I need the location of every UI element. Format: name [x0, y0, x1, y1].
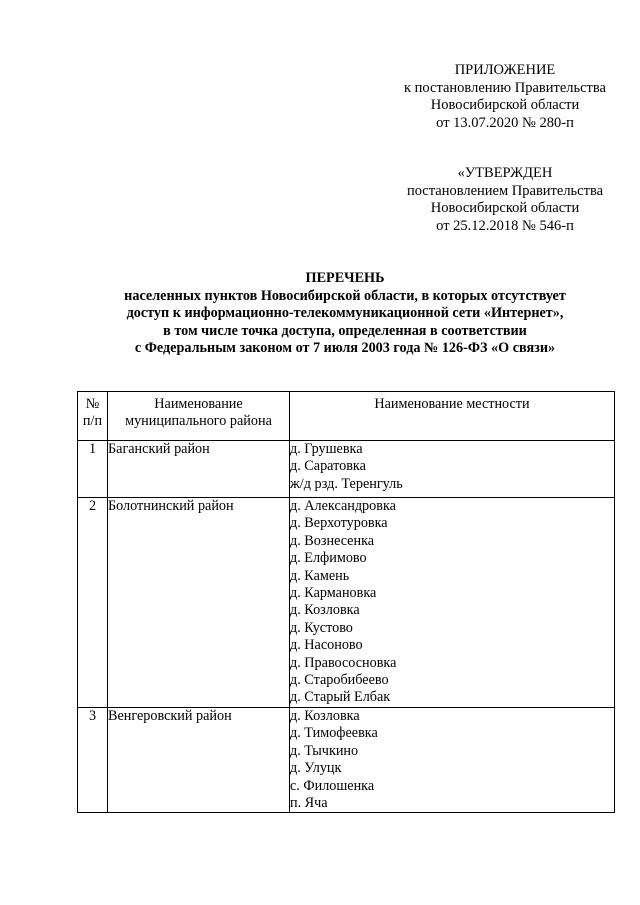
locality-item: д. Тычкино — [290, 742, 359, 759]
locality-item: д. Александровка — [290, 498, 396, 514]
document-title-line: населенных пунктов Новосибирской области, в которых отсутствует — [124, 287, 566, 304]
locality-item: д. Козловка — [290, 602, 360, 619]
header-num-line: п/п — [82, 413, 103, 430]
row-number: 3 — [78, 707, 108, 812]
row-number: 1 — [78, 441, 108, 498]
document-title — [60, 270, 630, 358]
header-locality: Наименование местности — [290, 392, 615, 441]
header-num — [78, 392, 108, 441]
locality-item: д. Кустово — [290, 619, 353, 636]
locality-item: д. Насоново — [290, 637, 363, 654]
approval-stamp-line: Новосибирской области — [430, 200, 580, 217]
locality-item: д. Тимофеевка — [290, 725, 378, 742]
locality-item: д. Саратовка — [290, 458, 366, 475]
locality-item: д. Старобибеево — [290, 672, 389, 689]
header-district — [108, 392, 290, 441]
locality-item: ж/д рзд. Теренгуль — [290, 475, 403, 492]
table-header-row — [78, 392, 615, 441]
locality-list — [290, 441, 615, 498]
locality-list — [290, 498, 615, 708]
approval-stamp-line: постановлением Правительства — [406, 182, 604, 199]
header-district-line: муниципального района — [125, 413, 272, 430]
table-row — [78, 707, 615, 812]
appendix-stamp-line: к постановлению Правительства — [404, 79, 606, 96]
table-row — [78, 441, 615, 498]
header-district-line: Наименование — [154, 396, 243, 412]
locality-item: д. Улуцк — [290, 760, 342, 777]
locality-item: д. Вознесенка — [290, 532, 375, 549]
row-number: 2 — [78, 498, 108, 708]
district-name: Баганский район — [108, 441, 290, 498]
locality-item: п. Яча — [290, 794, 328, 811]
localities-table — [77, 391, 615, 813]
locality-item: д. Козловка — [290, 707, 360, 724]
locality-list — [290, 707, 615, 812]
document-title-line: ПЕРЕЧЕНЬ — [305, 270, 385, 286]
appendix-stamp-line: ПРИЛОЖЕНИЕ — [454, 62, 556, 78]
approval-stamp-line: «УТВЕРЖДЕН — [457, 165, 553, 181]
appendix-stamp-line: от 13.07.2020 № 280-п — [436, 114, 574, 131]
appendix-stamp — [380, 62, 630, 132]
approval-stamp — [380, 165, 630, 235]
locality-item: д. Кармановка — [290, 585, 377, 602]
locality-item: д. Верхотуровка — [290, 515, 388, 532]
locality-item: д. Елфимово — [290, 550, 367, 567]
appendix-stamp-line: Новосибирской области — [430, 97, 580, 114]
table-row — [78, 498, 615, 708]
locality-item: д. Грушевка — [290, 441, 363, 457]
locality-item: с. Филошенка — [290, 777, 375, 794]
locality-item: д. Старый Елбак — [290, 689, 391, 706]
header-num-line: № — [85, 396, 100, 412]
document-title-line: в том числе точка доступа, определенная в соответствии — [163, 322, 527, 339]
district-name: Болотнинский район — [108, 498, 290, 708]
document-title-line: доступ к информационно-телекоммуникационной сети «Интернет», — [126, 305, 564, 322]
locality-item: д. Правососновка — [290, 654, 397, 671]
document-title-line: с Федеральным законом от 7 июля 2003 года № 126-ФЗ «О связи» — [134, 340, 556, 357]
district-name: Венгеровский район — [108, 707, 290, 812]
approval-stamp-line: от 25.12.2018 № 546-п — [436, 217, 574, 234]
locality-item: д. Камень — [290, 567, 350, 584]
